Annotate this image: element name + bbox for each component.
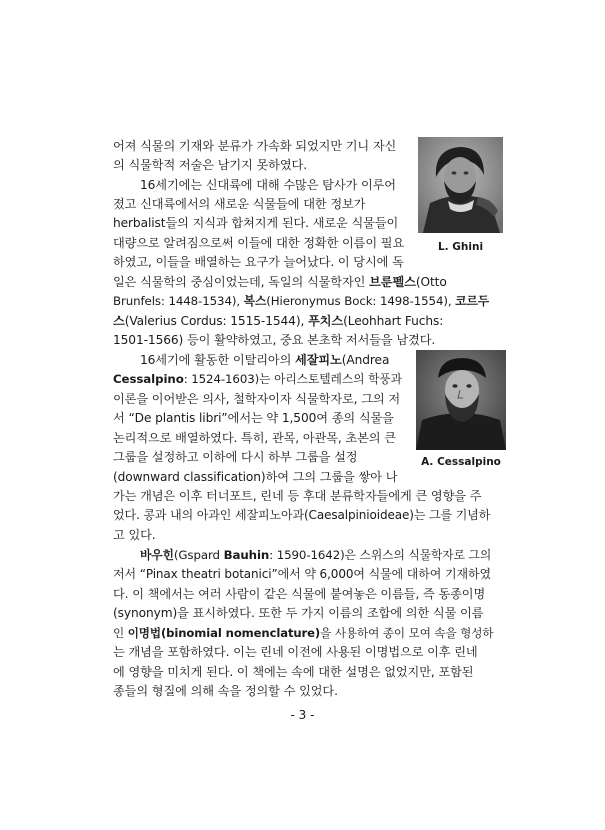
text-line: 었다. 콩과 내의 아과인 세잘피노아과(Caesalpinioideae)는 그를 기념하 — [113, 508, 491, 522]
text-line: 고 있다. — [113, 528, 156, 542]
text-line: 그룹을 설정하고 이하에 다시 하부 그룹을 설정 — [113, 450, 358, 464]
text-line: 바우힌(Gspard Bauhin: 1590-1642)은 스위스의 식물학자로 그의 — [140, 548, 492, 562]
ghini-caption: L. Ghini — [437, 241, 484, 253]
text-line: 1501-1566) 등이 활약하였고, 중요 본초학 저서들을 남겼다. — [113, 333, 436, 347]
text-line: 스(Valerius Cordus: 1515-1544), 푸치스(Leohhart Fuchs: — [113, 314, 444, 328]
text-line: 종들의 형질에 의해 속을 정의할 수 있었다. — [113, 684, 338, 698]
page-number: - 3 - — [290, 708, 315, 722]
cessalpino-caption: A. Cessalpino — [421, 456, 501, 468]
ghini-portrait-image — [418, 137, 503, 233]
text-line: 대량으로 알려짐으로써 이들에 대한 정확한 이름이 필요 — [113, 236, 405, 250]
text-line: (synonym)을 표시하였다. 또한 두 가지 이름의 조합에 의한 식물 이름 — [113, 606, 484, 620]
text-line: 논리적으로 배열하였다. 특히, 관목, 아관목, 초본의 큰 — [113, 431, 396, 445]
text-line: Cessalpino: 1524-1603)는 아리스토텔레스의 학풍과 — [113, 372, 402, 386]
text-line: Brunfels: 1448-1534), 복스(Hieronymus Bock: 1498-1554), 코르두 — [113, 294, 490, 308]
text-line: 16세기에 활동한 이탈리아의 세잘피노(Andrea — [140, 353, 390, 367]
text-line: 일은 식물학의 중심이었는데, 독일의 식물학자인 브룬펠스(Otto — [113, 275, 447, 289]
text-line: 다. 이 책에서는 여러 사람이 같은 식물에 붙여놓은 이름들, 즉 동종이명 — [113, 587, 486, 601]
text-line: 인 이명법(binomial nomenclature)을 사용하여 종이 모여 속을 형성하 — [113, 626, 494, 640]
text-line: herbalist들의 지식과 합쳐지게 된다. 새로운 식물들이 — [113, 216, 399, 230]
text-line: 의 식물학적 저술은 남기지 못하였다. — [113, 158, 307, 172]
text-line: (downward classification)하여 그의 그룹을 쌓아 나 — [113, 470, 398, 484]
text-line: 졌고 신대륙에서의 새로운 식물들에 대한 정보가 — [113, 197, 366, 211]
text-line: 에 영향을 미치게 된다. 이 책에는 속에 대한 설명은 없었지만, 포함된 — [113, 665, 474, 679]
text-line: 저서 “Pinax theatri botanici”에서 약 6,000여 식물에 대하여 기재하였 — [113, 567, 491, 581]
text-line: 가는 개념은 이후 터너포트, 린네 등 후대 분류학자들에게 큰 영향을 주 — [113, 489, 482, 503]
text-line: 서 “De plantis libri”에서는 약 1,500여 종의 식물을 — [113, 411, 394, 425]
text-line: 이론을 이어받은 의사, 철학자이자 식물학자로, 그의 저 — [113, 392, 401, 406]
cessalpino-portrait-image — [416, 350, 506, 450]
text-line: 어져 식물의 기재와 분류가 가속화 되었지만 기니 자신 — [113, 139, 397, 153]
text-line: 16세기에는 신대륙에 대해 수많은 탐사가 이루어 — [140, 178, 396, 192]
text-line: 하였고, 이들을 배열하는 요구가 늘어났다. 이 당시에 독 — [113, 255, 404, 269]
text-line: 는 개념을 포함하였다. 이는 린네 이전에 사용된 이명법으로 이후 린네 — [113, 645, 478, 659]
